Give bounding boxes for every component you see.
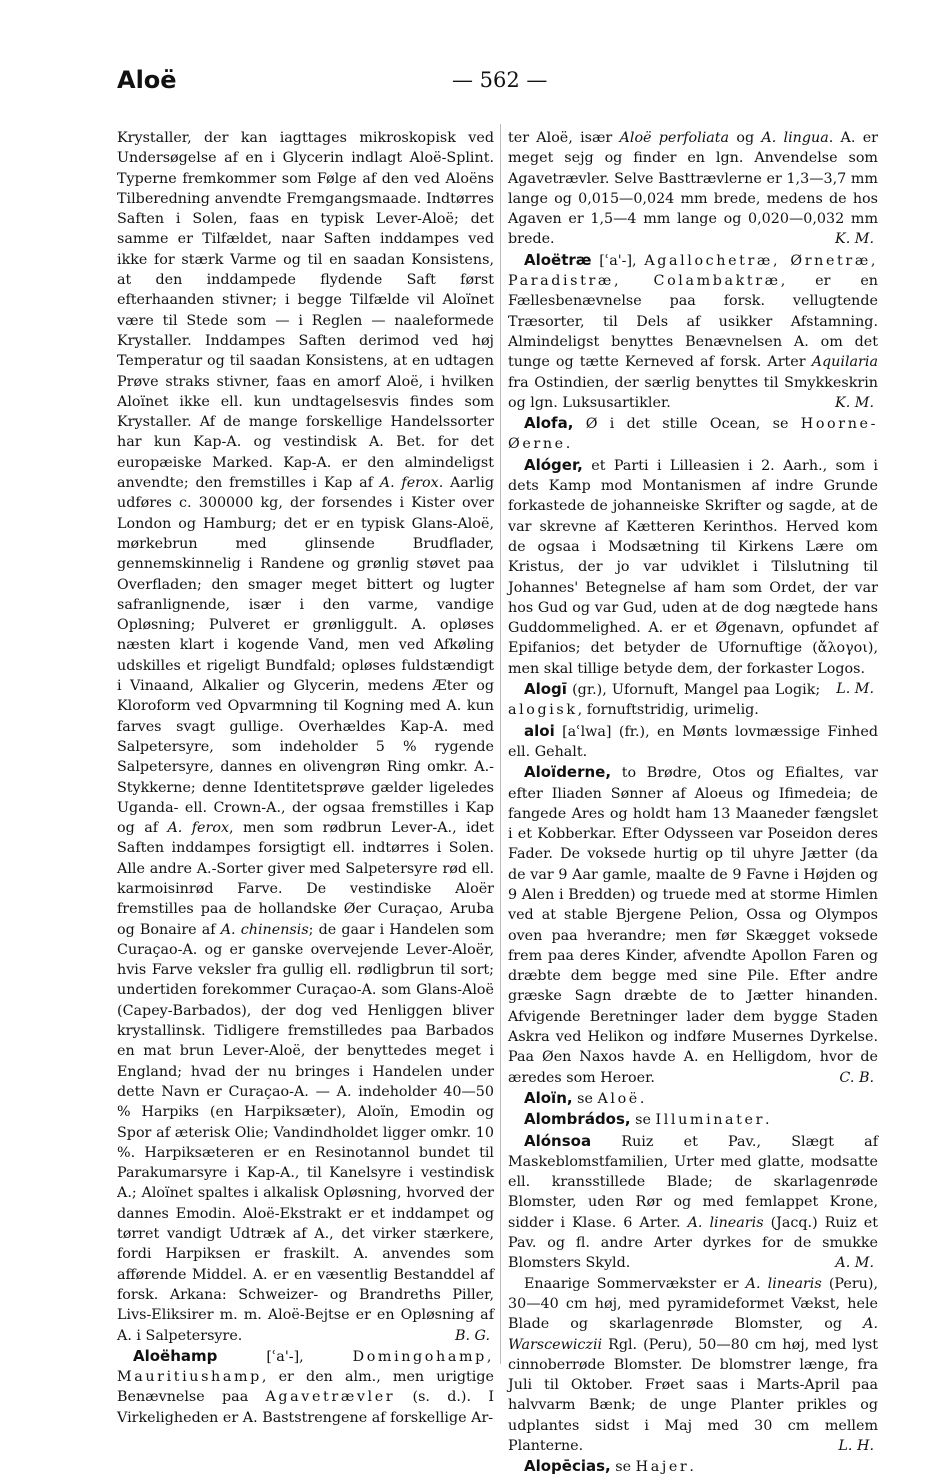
headword: Aloëtræ <box>524 250 592 269</box>
right-column <box>508 128 878 1478</box>
entry-aloetrae: Aloëtræ [ʿa'-], Agallochetræ, Ørnetræ, Paradistræ, Colambaktræ, er en Fællesbenævnelse paa forsk. vellugtende Træsorter, til Dels af usikker Afstamning. Almindeligst benyttes Benævnelsen A. om det tunge og tætte Kerneved af forsk. Arter Aquilaria fra Ostindien, der særlig benyttes til Smykkeskrin og lgn. Luksusartikler. K. M. <box>508 250 878 413</box>
headword: aloi <box>524 721 555 740</box>
headword: Alombrádos, <box>524 1110 631 1129</box>
headword: Alofa, <box>524 414 574 433</box>
entry-aloehamp: Aloëhamp [ʿa'-], Domingohamp, Mauritiushamp, er den alm., men urigtige Benævnelse paa Agavetrævler (s. d.). I Virkeligheden er A. Baststrengene af forskellige Ar- <box>117 1346 494 1426</box>
cross-reference[interactable]: Aloë <box>597 1090 640 1107</box>
headword: Aloëhamp <box>133 1346 218 1365</box>
cross-reference[interactable]: Hajer <box>635 1459 690 1476</box>
headword: Alóger, <box>524 455 583 474</box>
author-signature: K. M. <box>835 394 874 411</box>
entry-alopecias: Alopēcias, se Hajer. <box>524 1457 694 1476</box>
page-header <box>117 66 868 102</box>
entry-aloiderne: Aloïderne, to Brødre, Otos og Efialtes, var efter Iliaden Sønner af Aloeus og Ifimedeia; de fangede Ares og holdt ham 13 Maaneder fængslet i et Kobberkar. Efter Odysseen var Poseidon deres Fader. De voksede hurtig op til uhyre Jætter (da de var 9 Aar gamle, maalte de 9 Favne i Højden og 9 Alen i Bredden) og truede med at storme Himlen ved at stable Bjergene Pelion, Ossa og Olympos oven paa hverandre; men før Skægget voksede frem paa deres Kinder, afvendte Apollon Faren og dræbte dem begge med sine Pile. Efter andre græske Sagn dræbte de to Jætter hinanden. Afvigende Beretninger lader dem bygge Staden Askra ved Helikon og indføre Musernes Dyrkelse. Paa Øen Naxos havde A. en Helligdom, hvor de æredes som Heroer. C. B. <box>508 762 878 1088</box>
headword: Alónsoa <box>524 1131 592 1150</box>
cross-reference[interactable]: Hoorne-Øerne <box>508 416 878 453</box>
entry-alombrados: Alombrádos, se Illuminater. <box>524 1110 770 1129</box>
entry-aloger: Alóger, et Parti i Lilleasien i 2. Aarh., som i dets Kamp mod Montanismen af indre Grunde forkastede de johanneiske Skrifter og sagde, at de var skrevne af Kætteren Kerinthos. Herved kom de ogsaa i Modsætning til Kirkens Lære om Kristus, der jo var udviklet i Tilslutning til Johannes' Betegnelse af ham som Ordet, der var hos Gud og var Gud, uden at de dog nægtede hans Guddommelighed. A. er et Øgenavn, opfundet af Epifanios; det betyder de Ufornuftige (ἄλογοι), men skal tillige betyde dem, der forkaster Logos. L. M. <box>508 455 878 679</box>
entry-aloe-continuation: Krystaller, der kan iagttages mikroskopisk ved Undersøgelse af en i Glycerin indlagt Aloë-Splint. Typerne fremkommer som Følge af den ved Aloëns Tilberedning anvendte Fremgangsmaade. Indtørres Saften i Solen, faas en typisk Lever-Aloë; det samme er Tilfældet, naar Saften inddampes ved ikke for stærk Varme og til en saadan Konsistens, at den inddampede flydende Saft først efterhaanden stivner; i begge Tilfælde vil Aloïnet være til Stede som — i Reglen — naaleformede Krystaller. Inddampes Saften derimod ved høj Temperatur og til saadan Konsistens, at en udtagen Prøve straks stivner, faas en amorf Aloë, i hvilken Aloïnet ikke ell. kun undtagelsesvis findes som Krystaller. Af de mange forskellige Handelssorter har kun Kap-A. og vestindisk A. Bet. for det europæiske Marked. Kap-A. er den almindeligst anvendte; den fremstilles i Kap af A. ferox. Aarlig udføres c. 300000 kg, der forsendes i Kister over London og Hamburg; det er en typisk Glans-Aloë, mørkebrun med glinsende Brudflader, gennemskinnelig i Randene og grønlig støvet paa Overfladen; den smager meget bittert og lugter safranlignende, især i den varme, vandige Opløsning; Pulveret er grønliggult. A. opløses næsten klart i kogende Vand, men ved Afkøling udskilles et rigeligt Bundfald; opløses fuldstændigt i Vinaand, Alkalier og Glycerin, medens Æter og Kloroform ved Opvarmning til Kogning med A. kun farves svagt gullige. Overhældes Kap-A. med Salpetersyre, som indeholder 5 % rygende Salpetersyre, dannes en olivengrøn Ring omkr. A.-Stykkerne; denne Identitetsprøve gælder ligeledes Uganda- ell. Crown-A., der ogsaa fremstilles i Kap og af A. ferox, men som rødbrun Lever-A., idet Saften inddampes forsigtigt ell. indtørres i Solen. Alle andre A.-Sorter giver med Salpetersyre rød ell. karmoisinrød Farve. De vestindiske Aloër fremstilles paa de hollandske Øer Curaçao, Aruba og Bonaire af A. chinensis; de gaar i Handelen som Curaçao-A. og er ganske overvejende Lever-Aloër, hvis Farve veksler fra gullig ell. rødligbrun til sort; undertiden forekommer Curaçao-A. som Glans-Aloë (Capey-Barbados), der dog ved Henliggen bliver krystallinsk. Tidligere fremstilledes paa Barbados en mat brun Lever-Aloë, der benyttedes meget i England; hvad der nu bringes i Handelen under dette Navn er Curaçao-A. — A. indeholder 40—50 % Harpiks (en Harpiksæter), Aloïn, Emodin og Spor af æterisk Olie; Vandindholdet ligger omkr. 10 %. Harpiksæteren er en Resinotannol bundet til Parakumarsyre i Kap-A., til Kanelsyre i vestindisk A.; Aloïnet spaltes i alkalisk Opløsning, hvorved der dannes Emodin. Aloë-Ekstrakt er et inddampet og tørret vandigt Udtræk af A., det virker stærkere, fordi Harpiksen er fraskilt. A. anvendes som afførende Middel. A. er en væsentlig Bestanddel af forsk. Arkana: Schweizer- og Brandreths Piller, Livs-Eliksirer m. m. Aloë-Bejtse er en Opløsning af A. i Salpetersyre. B. G. <box>117 128 494 1346</box>
headword: Aloïderne, <box>524 763 612 782</box>
entry-alonsoa-cultivation: Enaarige Sommervækster er A. linearis (Peru), 30—40 cm høj, med pyramideformet Vækst, hele Blade og skarlagenrøde Blomster, og A. Warscewiczii Rgl. (Peru), 50—80 cm høj, med lyst cinnoberrøde Blomster. De blomstrer længe, fra Juli til Oktober. Frøet saas i Marts-April paa halvvarm Bænk; de unge Planter prikles og udplantes sidst i Maj med 30 cm mellem Planterne. L. H. <box>508 1274 878 1457</box>
author-signature: C. B. <box>839 1069 874 1086</box>
entry-aloin: Aloïn, se Aloë. <box>524 1088 645 1107</box>
left-column <box>117 128 494 1428</box>
author-signature: A. M. <box>835 1255 874 1272</box>
entry-alogi: Alogī (gr.), Ufornuft, Mangel paa Logik; alogisk, fornuftstridig, urimelig. <box>508 680 821 719</box>
author-signature: L. H. <box>838 1438 874 1454</box>
author-signature: L. M. <box>836 681 874 698</box>
column-divider <box>500 124 501 1364</box>
page-number: — 562 — <box>452 68 548 92</box>
author-signature: K. M. <box>835 231 874 248</box>
headword: Alogī <box>524 680 567 699</box>
author-signature: B. G. <box>454 1327 490 1344</box>
cross-reference[interactable]: Illuminater <box>655 1112 766 1129</box>
headword: Aloïn, <box>524 1088 573 1107</box>
entry-alonsoa: Alónsoa Ruiz et Pav., Slægt af Maskeblomstfamilien, Urter med glatte, modsatte ell. kransstillede Blade; de skarlagenrøde Blomster, uden Rør og med femlappet Krone, sidder i Klase. 6 Arter. A. linearis (Jacq.) Ruiz et Pav. og fl. andre Arter dyrkes for de smukke Blomsters Skyld. A. M. <box>508 1131 878 1274</box>
entry-aloehamp-continuation: ter Aloë, især Aloë perfoliata og A. lingua. A. er meget sejg og finder en lgn. Anvendelse som Agavetrævler. Selve Basttrævlerne er 1,3—3,7 mm lange og 0,015—0,024 mm brede, medens de hos Agaven er 1,5—4 mm lange og 0,020—0,032 mm brede. K. M. <box>508 128 878 250</box>
entry-alofa: Alofa, Ø i det stille Ocean, se Hoorne-Øerne. <box>508 414 878 453</box>
running-head-keyword: Aloë <box>117 66 177 94</box>
headword: Alopēcias, <box>524 1457 611 1476</box>
entry-aloi: aloi [aʿlwa] (fr.), en Mønts lovmæssige Finhed ell. Gehalt. <box>508 721 878 760</box>
